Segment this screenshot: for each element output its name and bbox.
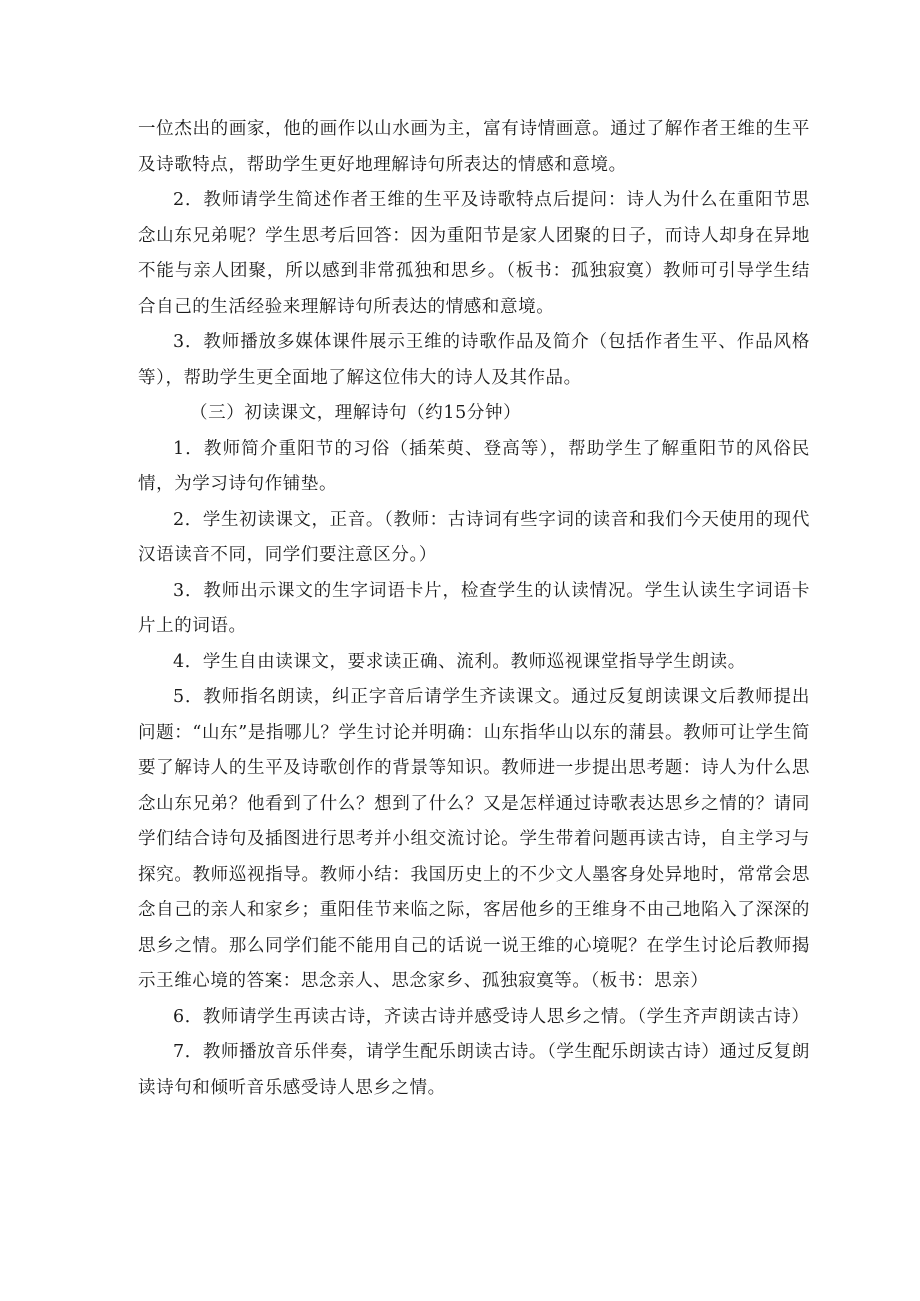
paragraph-step-2-question: 2．教师请学生简述作者王维的生平及诗歌特点后提问：诗人为什么在重阳节思念山东兄弟呢？学生思考后回答：因为重阳节是家人团聚的日子，而诗人却身在异地不能与亲人团聚，所以感到非常孤独和思乡。（板书：孤独寂寞）教师可引导学生结合自己的生活经验来理解诗句所表达的情感和意境。 — [138, 190, 810, 317]
paragraph-reading-step-4: 4．学生自由读课文，要求读正确、流利。教师巡视课堂指导学生朗读。 — [173, 651, 746, 672]
document-body — [138, 112, 810, 1106]
paragraph-step-3-multimedia: 3．教师播放多媒体课件展示王维的诗歌作品及简介（包括作者生平、作品风格等），帮助学生更全面地了解这位伟大的诗人及其作品。 — [138, 332, 810, 388]
paragraph-reading-step-5: 5．教师指名朗读，纠正字音后请学生齐读课文。通过反复朗读课文后教师提出问题：“山东”是指哪儿？学生讨论并明确：山东指华山以东的蒲县。教师可让学生简要了解诗人的生平及诗歌创作的背景等知识。教师进一步提出思考题：诗人为什么思念山东兄弟？他看到了什么？想到了什么？又是怎样通过诗歌表达思乡之情的？请同学们结合诗句及插图进行思考并小组交流讨论。学生带着问题再读古诗，自主学习与探究。教师巡视指导。教师小结：我国历史上的不少文人墨客身处异地时，常常会思念自己的亲人和家乡；重阳佳节来临之际，客居他乡的王维身不由己地陷入了深深的思乡之情。那么同学们能不能用自己的话说一说王维的心境呢？在学生讨论后教师揭示王维心境的答案：思念亲人、思念家乡、孤独寂寞等。（板书：思亲） — [138, 687, 810, 991]
paragraph-reading-step-2: 2．学生初读课文，正音。（教师：古诗词有些字词的读音和我们今天使用的现代汉语读音不同，同学们要注意区分。） — [138, 509, 810, 565]
paragraph-intro-continued: 一位杰出的画家，他的画作以山水画为主，富有诗情画意。通过了解作者王维的生平及诗歌特点，帮助学生更好地理解诗句所表达的情感和意境。 — [138, 119, 810, 175]
paragraph-reading-step-7: 7．教师播放音乐伴奏，请学生配乐朗读古诗。（学生配乐朗读古诗）通过反复朗读诗句和倾听音乐感受诗人思乡之情。 — [138, 1042, 810, 1098]
paragraph-reading-step-1: 1．教师简介重阳节的习俗（插茱萸、登高等），帮助学生了解重阳节的风俗民情，为学习诗句作铺垫。 — [138, 438, 810, 494]
paragraph-reading-step-6: 6．教师请学生再读古诗，齐读古诗并感受诗人思乡之情。（学生齐声朗读古诗） — [173, 1006, 810, 1027]
paragraph-reading-step-3: 3．教师出示课文的生字词语卡片，检查学生的认读情况。学生认读生字词语卡片上的词语。 — [138, 580, 810, 636]
section-heading-first-reading: （三）初读课文，理解诗句（约15分钟） — [190, 403, 522, 423]
